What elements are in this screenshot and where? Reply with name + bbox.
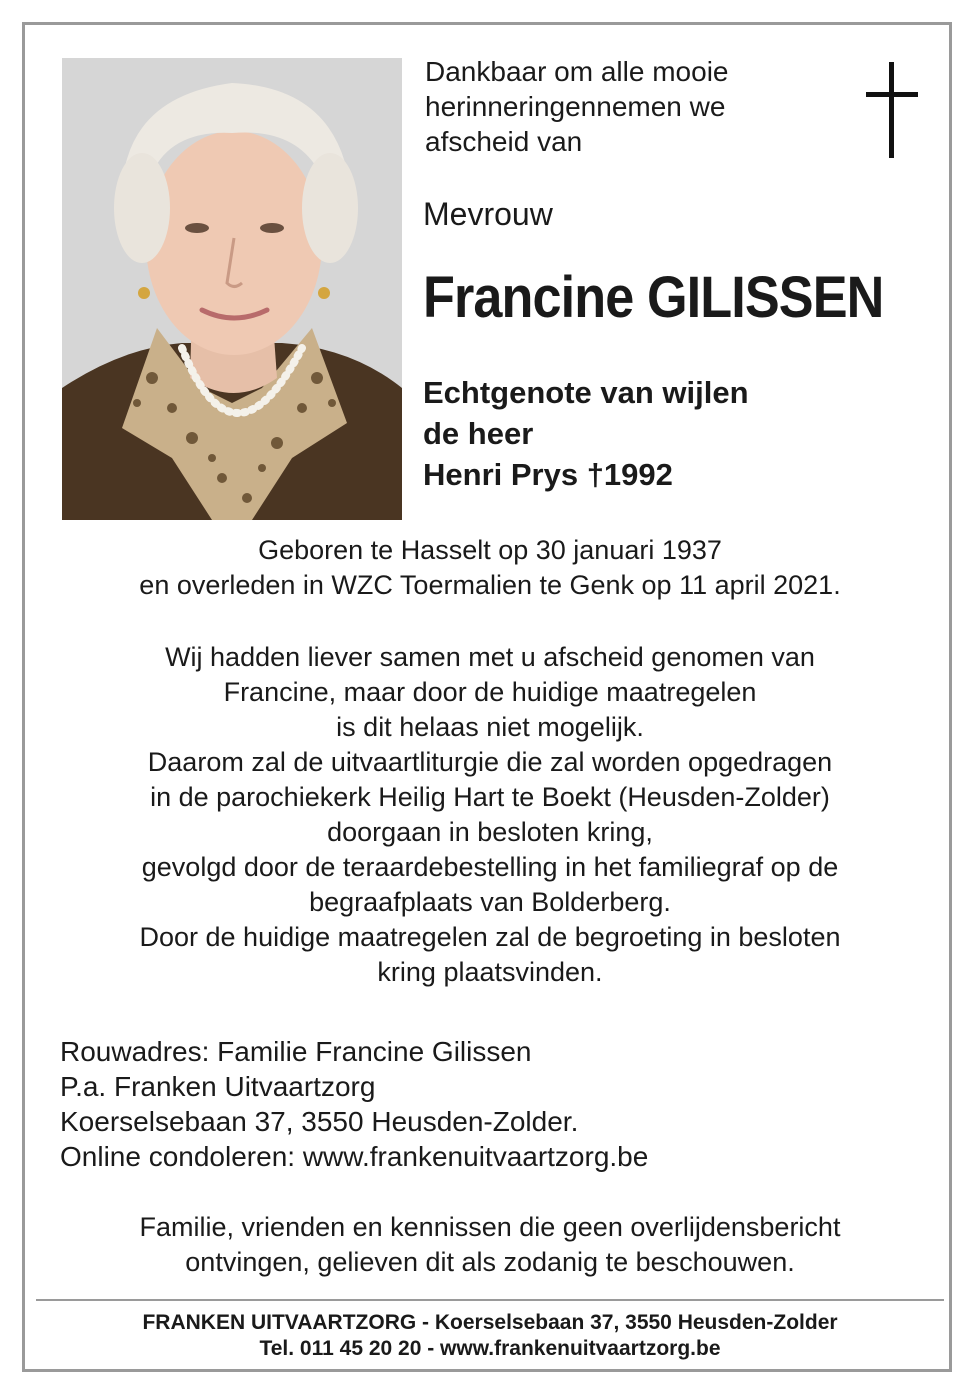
notice-line: ontvingen, gelieven dit als zodanig te beschouwen. (185, 1247, 795, 1277)
born-line: en overleden in WZC Toermalien te Genk op 11 april 2021. (139, 570, 841, 600)
address-line: Koerselsebaan 37, 3550 Heusden-Zolder. (60, 1106, 579, 1137)
footer (40, 1310, 940, 1362)
footer-divider (36, 1299, 944, 1301)
born-line: Geboren te Hasselt op 30 januari 1937 (258, 535, 722, 565)
message-line: kring plaatsvinden. (377, 957, 603, 987)
spouse-line: de heer (423, 416, 534, 451)
spouse-line: Echtgenote van wijlen (423, 375, 749, 410)
spouse-info (423, 372, 749, 495)
message-line: Door de huidige maatregelen zal de begroeting in besloten (139, 922, 841, 952)
birth-death-info (40, 533, 940, 603)
message-line: Wij hadden liever samen met u afscheid genomen van (165, 642, 815, 672)
cross-icon (864, 62, 920, 160)
deceased-name: Francine GILISSEN (423, 265, 884, 330)
message-line: Francine, maar door de huidige maatregelen (223, 677, 757, 707)
message-line: Daarom zal de uitvaartliturgie die zal worden opgedragen (147, 747, 833, 777)
portrait-photo (62, 58, 402, 520)
notice-line: Familie, vrienden en kennissen die geen overlijdensbericht (139, 1212, 841, 1242)
address-line: Online condoleren: www.frankenuitvaartzorg.be (60, 1141, 649, 1172)
message-line: doorgaan in besloten kring, (327, 817, 653, 847)
footer-line: FRANKEN UITVAARTZORG - Koerselsebaan 37, 3550 Heusden-Zolder (142, 1311, 838, 1334)
title-prefix: Mevrouw (423, 196, 553, 232)
funeral-message (40, 640, 940, 990)
mourning-address (60, 1034, 648, 1174)
intro-line: herinneringennemen we (425, 91, 726, 122)
intro-line: afscheid van (425, 126, 583, 157)
message-line: in de parochiekerk Heilig Hart te Boekt (Heusden-Zolder) (150, 782, 830, 812)
footer-line: Tel. 011 45 20 20 - www.frankenuitvaartzorg.be (259, 1337, 721, 1360)
notice-text (40, 1210, 940, 1280)
message-line: begraafplaats van Bolderberg. (309, 887, 671, 917)
address-line: P.a. Franken Uitvaartzorg (60, 1071, 376, 1102)
intro-line: Dankbaar om alle mooie (425, 56, 729, 87)
message-line: gevolgd door de teraardebestelling in het familiegraf op de (141, 852, 839, 882)
message-line: is dit helaas niet mogelijk. (336, 712, 644, 742)
spouse-line: Henri Prys †1992 (423, 457, 673, 492)
address-line: Rouwadres: Familie Francine Gilissen (60, 1036, 532, 1067)
intro-text (425, 54, 845, 159)
